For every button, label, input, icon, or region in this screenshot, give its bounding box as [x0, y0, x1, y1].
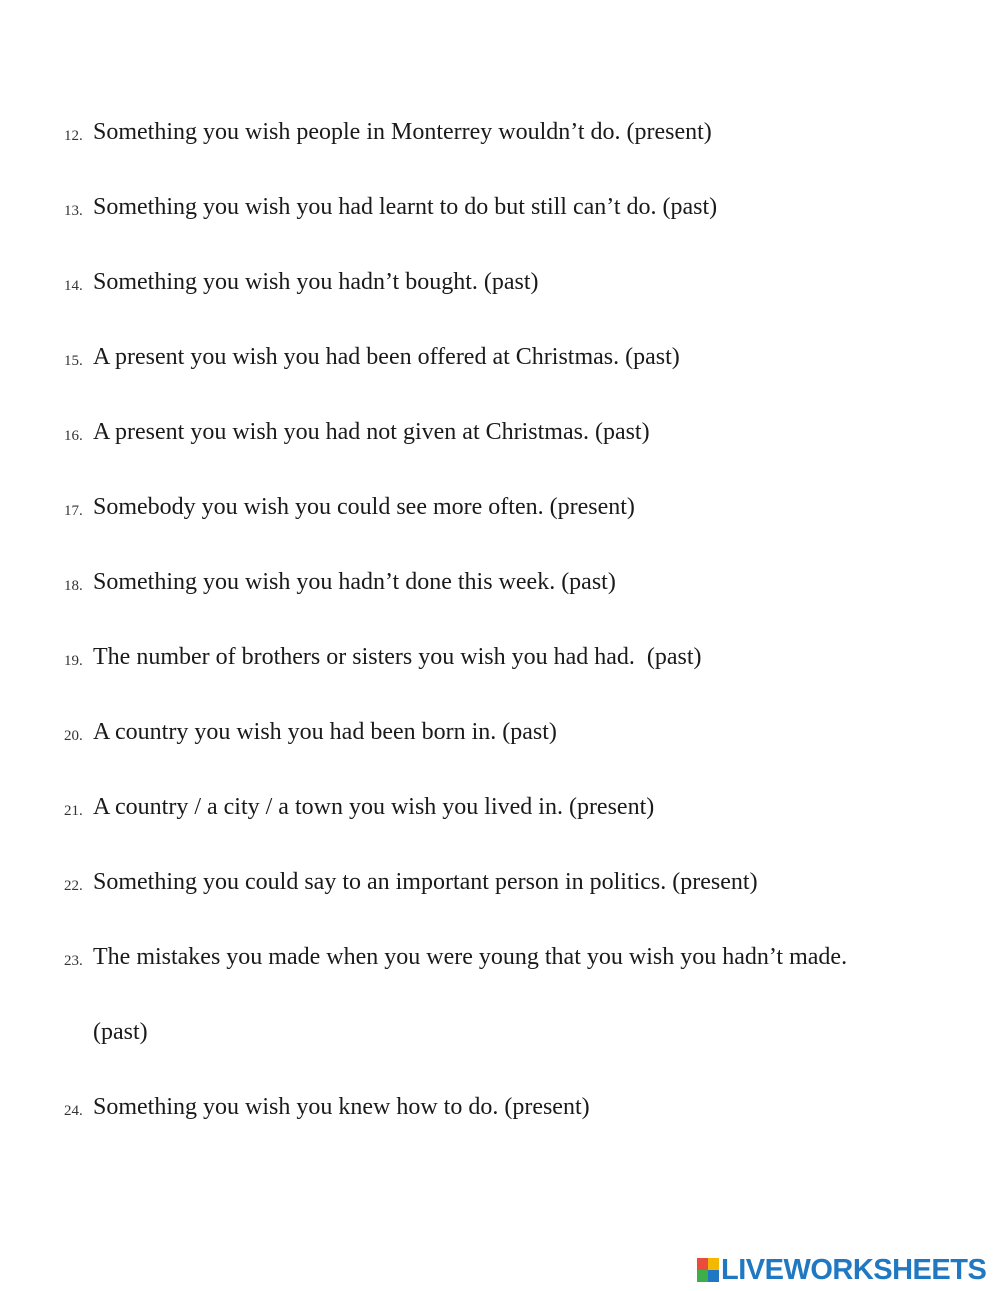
list-item-14 — [0, 266, 1000, 306]
list-item-20 — [0, 716, 1000, 756]
item-number: 14. — [64, 278, 83, 294]
item-number: 15. — [64, 353, 83, 369]
logo-square-green — [697, 1270, 708, 1282]
list-item-15 — [0, 341, 1000, 381]
item-number: 18. — [64, 578, 83, 594]
item-number: 22. — [64, 878, 83, 894]
list-item-21 — [0, 791, 1000, 831]
item-number: 19. — [64, 653, 83, 669]
list-item-18 — [0, 566, 1000, 606]
logo-square-blue — [708, 1270, 719, 1282]
item-text: A present you wish you had been offered at Christmas. (past) — [93, 344, 680, 370]
item-text: Somebody you wish you could see more often. (present) — [93, 494, 635, 520]
item-text: Something you wish people in Monterrey wouldn’t do. (present) — [93, 119, 712, 145]
list-item-24 — [0, 1091, 1000, 1131]
list-item-12 — [0, 116, 1000, 156]
item-text: Something you wish you knew how to do. (present) — [93, 1094, 590, 1120]
item-text: The mistakes you made when you were young that you wish you hadn’t made. — [93, 944, 848, 970]
item-text: Something you wish you hadn’t bought. (past) — [93, 269, 539, 295]
item-text: Something you wish you had learnt to do but still can’t do. (past) — [93, 194, 718, 220]
list-item-19 — [0, 641, 1000, 681]
item-text-continuation: (past) — [93, 1019, 148, 1045]
list-item-17 — [0, 491, 1000, 531]
item-number: 24. — [64, 1103, 83, 1119]
logo-square-red — [697, 1258, 708, 1270]
item-text: Something you wish you hadn’t done this week. (past) — [93, 569, 616, 595]
liveworksheets-logo-icon — [697, 1258, 719, 1282]
item-text: A country / a city / a town you wish you lived in. (present) — [93, 794, 655, 820]
item-number: 13. — [64, 203, 83, 219]
list-item-13 — [0, 191, 1000, 231]
item-text: A present you wish you had not given at Christmas. (past) — [93, 419, 650, 445]
item-number: 16. — [64, 428, 83, 444]
list-item-16 — [0, 416, 1000, 456]
item-text: A country you wish you had been born in. (past) — [93, 719, 557, 745]
item-text: Something you could say to an important person in politics. (present) — [93, 869, 758, 895]
logo-text: LIVEWORKSHEETS — [721, 1254, 987, 1286]
item-number: 12. — [64, 128, 83, 144]
item-number: 20. — [64, 728, 83, 744]
logo-square-yellow — [708, 1258, 719, 1270]
item-number: 17. — [64, 503, 83, 519]
list-item-23 — [0, 941, 1000, 981]
item-number: 21. — [64, 803, 83, 819]
item-text: The number of brothers or sisters you wish you had had. (past) — [93, 644, 702, 670]
item-number: 23. — [64, 953, 83, 969]
list-item-22 — [0, 866, 1000, 906]
liveworksheets-logo[interactable] — [697, 1254, 986, 1286]
